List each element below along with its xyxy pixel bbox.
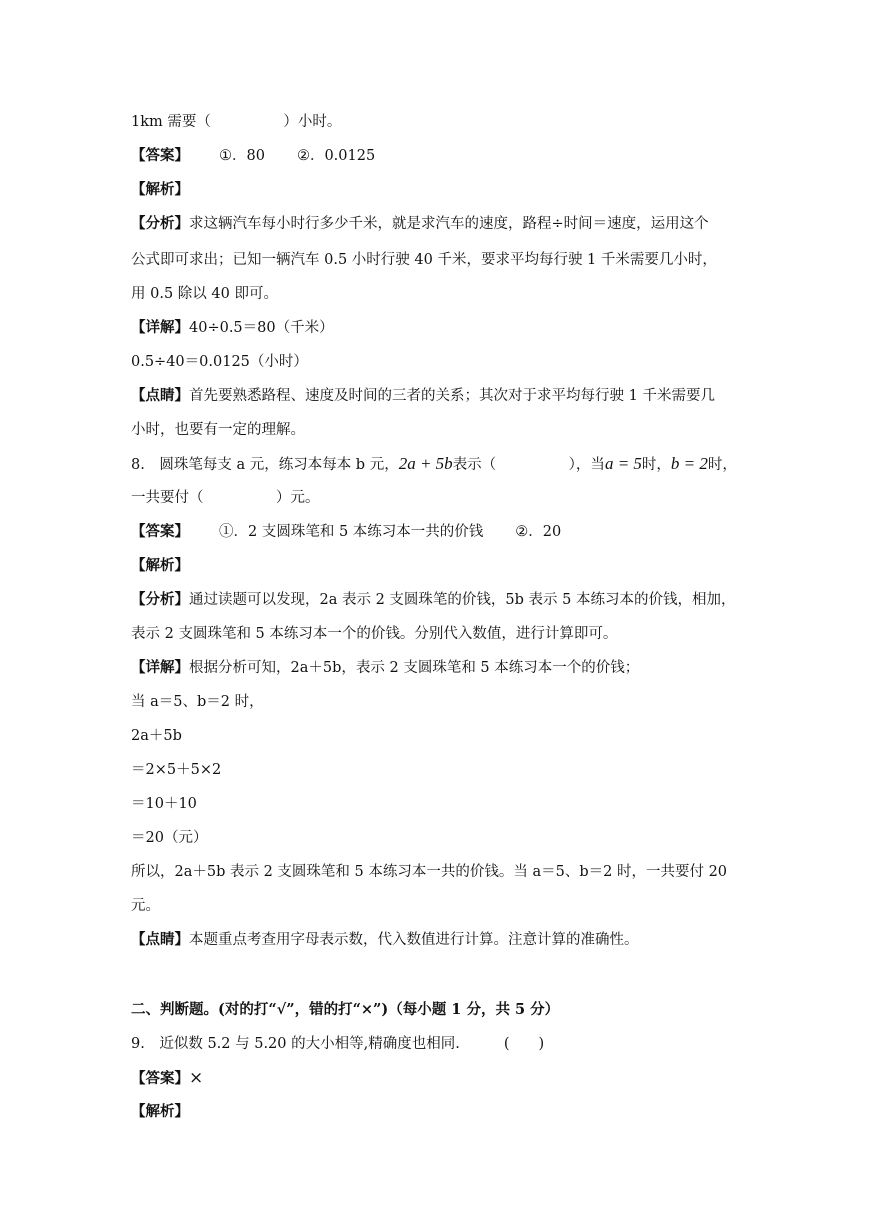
q8-detail-line-1	[131, 658, 639, 678]
answer-2: ②．0.0125	[296, 148, 376, 164]
text: 一共要付（ ）元。	[131, 490, 320, 506]
q8-remark-line	[131, 930, 639, 950]
answer-1: ①．80	[219, 148, 265, 164]
text: ＝20（元）	[131, 830, 208, 846]
section-heading	[131, 1000, 559, 1020]
analysis-label: 【解析】	[131, 1103, 189, 1120]
q7-analysis-line-1	[131, 214, 709, 234]
xiangjie-label: 【详解】	[131, 659, 189, 676]
analysis-label: 【解析】	[131, 557, 189, 574]
text: 表示（ ），当	[452, 457, 605, 473]
q9-analysis-heading	[131, 1102, 189, 1122]
q7-remark-line-1	[131, 386, 715, 406]
text: 求这辆汽车每小时行多少千米，就是求汽车的速度，路程÷时间＝速度，运用这个	[189, 216, 709, 232]
q9-answer-line	[131, 1068, 203, 1088]
text: 用 0.5 除以 40 即可。	[131, 286, 278, 302]
answer-2: ②．20	[515, 524, 562, 540]
math-expression: b = 2	[670, 454, 708, 473]
text: 公式即可求出；已知一辆汽车 0.5 小时行驶 40 千米，要求平均每行驶 1 千米需要几小时，	[131, 252, 717, 268]
q8-question-line-1	[131, 454, 737, 474]
text: 所以，2a＋5b 表示 2 支圆珠笔和 5 本练习本一共的价钱。当 a＝5、b＝2 时，一共要付 20	[131, 864, 728, 880]
q7-detail-line-2	[131, 352, 308, 372]
q7-analysis-line-2	[131, 250, 717, 270]
answer-label: 【答案】	[131, 1070, 189, 1087]
q7-analysis-heading	[131, 180, 189, 200]
dianjing-label: 【点睛】	[131, 931, 189, 948]
text: 时，	[641, 457, 671, 473]
q8-detail-line-7	[131, 862, 727, 882]
answer-1: ①．2 支圆珠笔和 5 本练习本一共的价钱	[219, 524, 484, 540]
answer-label: 【答案】	[131, 147, 189, 164]
text: 通过读题可以发现，2a 表示 2 支圆珠笔的价钱，5b 表示 5 本练习本的价钱，相加，	[189, 592, 736, 608]
text: 本题重点考查用字母表示数，代入数值进行计算。注意计算的准确性。	[189, 932, 639, 948]
text: ＝2×5＋5×2	[131, 762, 222, 778]
q8-analysis-heading	[131, 556, 189, 576]
q8-detail-line-6	[131, 828, 207, 848]
q7-remark-line-2	[131, 420, 305, 440]
math-expression: 2a + 5b	[398, 454, 453, 473]
q8-question-line-2	[131, 488, 320, 508]
q9-question-line	[131, 1034, 544, 1054]
q8-detail-line-5	[131, 794, 197, 814]
math-expression: a = 5	[604, 454, 642, 473]
text: 根据分析可知，2a＋5b，表示 2 支圆珠笔和 5 本练习本一个的价钱；	[189, 660, 640, 676]
text: 当 a＝5、b＝2 时，	[131, 694, 264, 710]
text: 0.5÷40＝0.0125（小时）	[131, 354, 308, 370]
answer-bracket: ( )	[503, 1036, 545, 1052]
text: 9. 近似数 5.2 与 5.20 的大小相等,精确度也相同.	[131, 1036, 460, 1052]
text: 元。	[131, 898, 160, 914]
q8-answer-line	[131, 522, 561, 542]
q8-detail-line-2	[131, 692, 264, 712]
text: 首先要熟悉路程、速度及时间的三者的关系；其次对于求平均每行驶 1 千米需要几	[189, 388, 715, 404]
dianjing-label: 【点睛】	[131, 387, 189, 404]
q8-detail-line-8	[131, 896, 160, 916]
q8-detail-line-3	[131, 726, 182, 746]
q7-analysis-line-3	[131, 284, 278, 304]
text: 1km 需要（ ）小时。	[131, 114, 342, 130]
xiangjie-label: 【详解】	[131, 319, 189, 336]
text: 时，	[707, 457, 737, 473]
q7-detail-line-1	[131, 318, 334, 338]
analysis-label: 【解析】	[131, 181, 189, 198]
text: 2a＋5b	[131, 728, 182, 744]
q8-analysis-line-2	[131, 624, 617, 644]
text: 表示 2 支圆珠笔和 5 本练习本一个的价钱。分别代入数值，进行计算即可。	[131, 626, 618, 642]
answer-cross: ×	[189, 1068, 204, 1088]
q7-tail-line	[131, 112, 341, 132]
text: 8. 圆珠笔每支 a 元，练习本每本 b 元，	[131, 457, 399, 473]
q8-analysis-line-1	[131, 590, 735, 610]
text: ＝10＋10	[131, 796, 197, 812]
text: 40÷0.5＝80（千米）	[189, 320, 334, 336]
fenxi-label: 【分析】	[131, 215, 189, 232]
q7-answer-line	[131, 146, 375, 166]
section-title: 二、判断题。(对的打“√”，错的打“×”)（每小题 1 分，共 5 分）	[131, 1001, 560, 1018]
text: 小时，也要有一定的理解。	[131, 422, 305, 438]
answer-label: 【答案】	[131, 523, 189, 540]
fenxi-label: 【分析】	[131, 591, 189, 608]
q8-detail-line-4	[131, 760, 221, 780]
